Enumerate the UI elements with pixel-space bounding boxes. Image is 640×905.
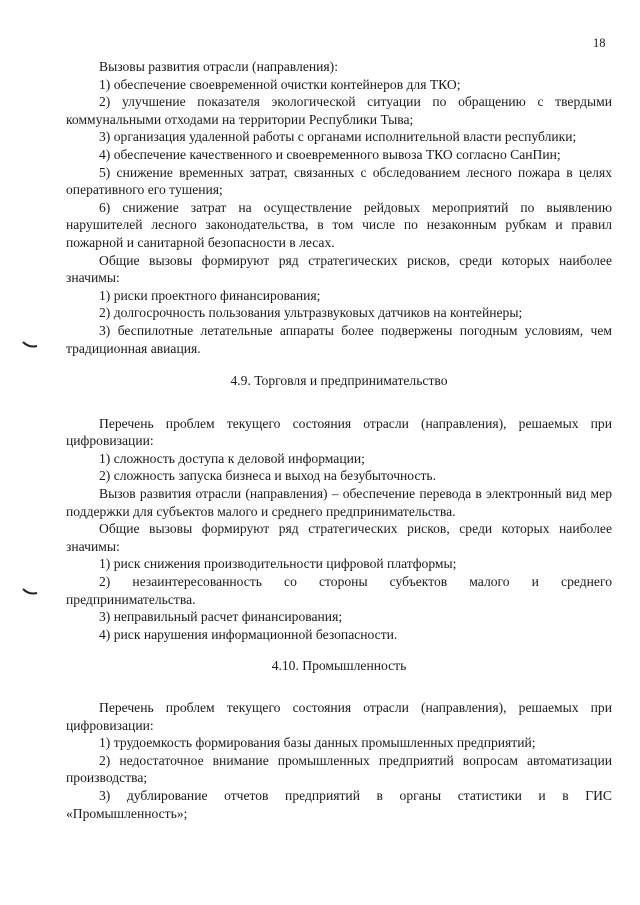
paragraph: Общие вызовы формируют ряд стратегических рисков, среди которых наиболее значимы: xyxy=(66,252,612,286)
section-heading: 4.9. Торговля и предпринимательство xyxy=(230,373,448,389)
paragraph: 2) незаинтересованность со стороны субъектов малого и среднего предпринимательства. xyxy=(66,574,612,607)
section-heading: 4.10. Промышленность xyxy=(271,658,407,674)
paragraph: Общие вызовы формируют ряд стратегических рисков, среди которых наиболее значимы: xyxy=(66,521,612,554)
paragraph: 3) неправильный расчет финансирования; xyxy=(99,609,343,625)
paragraph: 4) обеспечение качественного и своевременного вывоза ТКО согласно СанПин; xyxy=(99,146,561,162)
paragraph: 3) беспилотные летательные аппараты более подвержены погодным условиям, чем традиционная авиация. xyxy=(66,322,612,356)
paragraph: 1) сложность доступа к деловой информации; xyxy=(99,450,365,466)
paragraph: 2) долгосрочность пользования ультразвуковых датчиков на контейнеры; xyxy=(99,305,523,321)
paragraph: 2) улучшение показателя экологической ситуации по обращению с твердыми коммунальными отходами на территории Республики Тыва; xyxy=(66,94,612,127)
margin-mark xyxy=(22,587,38,595)
paragraph: 2) сложность запуска бизнеса и выход на безубыточность. xyxy=(99,468,437,484)
page-number: 18 xyxy=(593,36,606,50)
paragraph: Перечень проблем текущего состояния отрасли (направления), решаемых при цифровизации: xyxy=(66,700,612,733)
paragraph: 1) риски проектного финансирования; xyxy=(99,287,321,303)
paragraph: 3) организация удаленной работы с органами исполнительной власти республики; xyxy=(99,129,577,145)
margin-mark xyxy=(22,340,38,348)
paragraph: 5) снижение временных затрат, связанных с обследованием лесного пожара в целях оперативного его тушения; xyxy=(66,164,612,198)
paragraph: Перечень проблем текущего состояния отрасли (направления), решаемых при цифровизации: xyxy=(66,415,612,449)
paragraph: 6) снижение затрат на осуществление рейдовых мероприятий по выявлению нарушителей лесного законодательства, в том числе по незаконным рубкам и правил пожарной и санитарной безопасности в лесах. xyxy=(66,199,612,250)
paragraph: 4) риск нарушения информационной безопасности. xyxy=(99,626,398,642)
paragraph: 3) дублирование отчетов предприятий в органы статистики и в ГИС «Промышленность»; xyxy=(66,787,612,821)
paragraph: Вызов развития отрасли (направления) – обеспечение перевода в электронный вид мер поддержки для субъектов малого и среднего предпринимательства. xyxy=(66,486,612,519)
paragraph: 2) недостаточное внимание промышленных предприятий вопросам автоматизации производства; xyxy=(66,752,612,786)
paragraph: 1) трудоемкость формирования базы данных промышленных предприятий; xyxy=(99,735,536,751)
document-body xyxy=(66,58,612,822)
paragraph: 1) обеспечение своевременной очистки контейнеров для ТКО; xyxy=(99,76,461,92)
paragraph: Вызовы развития отрасли (направления): xyxy=(99,59,338,74)
paragraph: 1) риск снижения производительности цифровой платформы; xyxy=(99,556,457,572)
